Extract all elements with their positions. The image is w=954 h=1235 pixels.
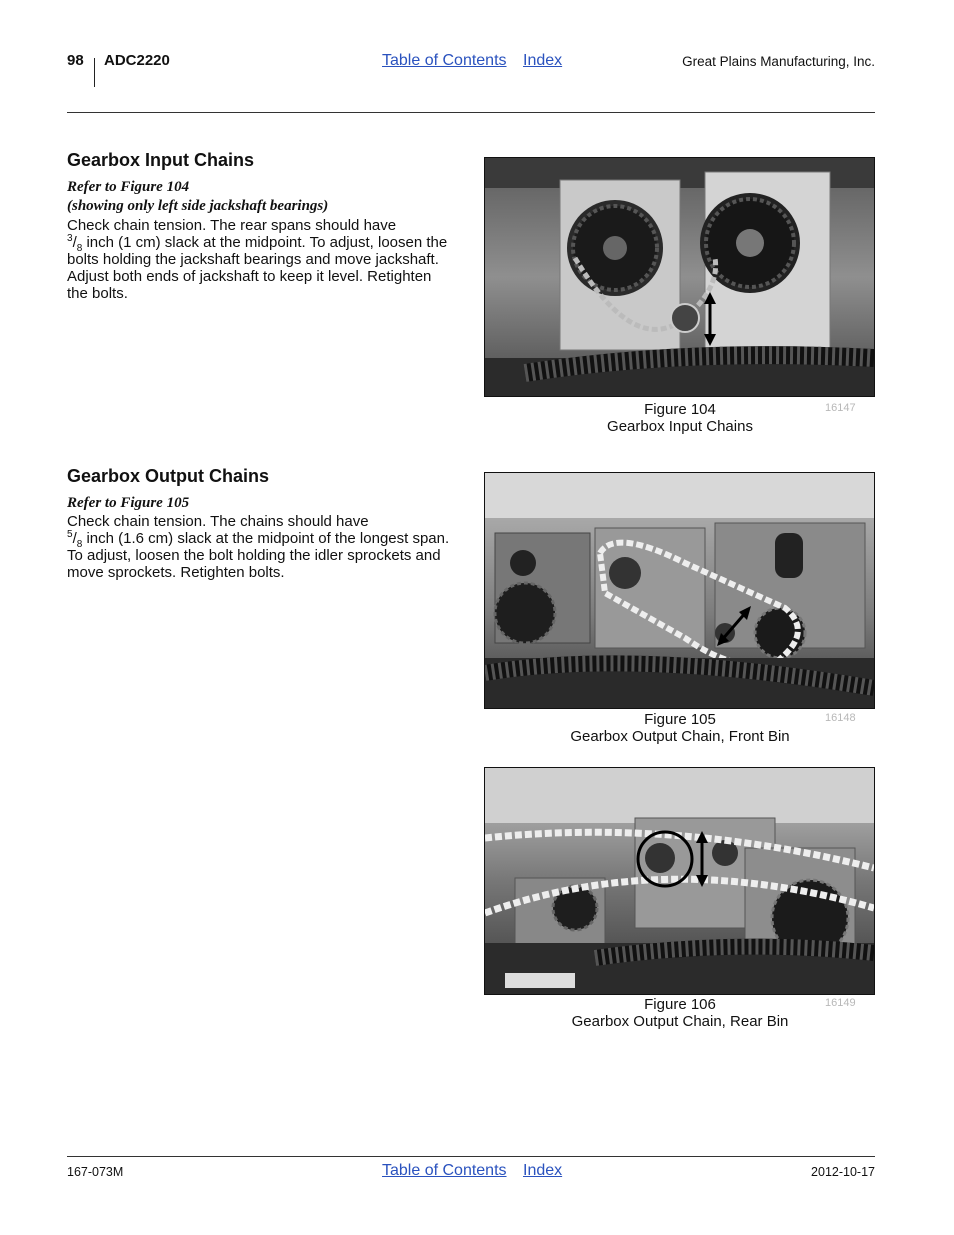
header-index-link[interactable]: Index — [523, 52, 563, 69]
header-rule — [67, 112, 875, 113]
figure-caption: Gearbox Input Chains — [607, 418, 753, 435]
body-text: Check chain tension. The chains should have — [67, 513, 369, 530]
figure-105-photo — [484, 472, 875, 709]
figure-label: Figure 104 — [644, 401, 716, 418]
figure-reference — [67, 178, 328, 216]
section-title-output-chains: Gearbox Output Chains — [67, 466, 270, 486]
document-number: 167-073M — [67, 1165, 124, 1179]
document-date: 2012-10-17 — [811, 1165, 875, 1179]
figure-104-caption — [485, 401, 875, 435]
figure-105-caption — [485, 711, 875, 745]
body-text: Check chain tension. The rear spans should have — [67, 217, 397, 234]
figure-label: Figure 105 — [644, 711, 716, 728]
fraction: $^3/_8$ — [67, 233, 83, 254]
header-toc-link[interactable]: Table of Contents — [382, 52, 507, 69]
footer-toc-link[interactable]: Table of Contents — [382, 1162, 507, 1179]
section2-body — [67, 513, 452, 581]
ref-note: (showing only left side jackshaft bearings) — [67, 198, 329, 214]
figure-106-photo — [484, 767, 875, 995]
figure-caption: Gearbox Output Chain, Rear Bin — [571, 1013, 789, 1030]
body-text: inch (1.6 cm) slack at the midpoint of the longest span. To adjust, loosen the bolt holding the idler sprockets and move sprockets. Retighten bolts. — [67, 530, 450, 581]
figure-reference: Refer to Figure 105 — [67, 495, 190, 511]
footer-rule — [67, 1156, 875, 1157]
company-name: Great Plains Manufacturing, Inc. — [682, 54, 875, 69]
fraction: $^5/_8$ — [67, 529, 83, 550]
section-title-input-chains: Gearbox Input Chains — [67, 150, 255, 170]
figure-caption: Gearbox Output Chain, Front Bin — [570, 728, 790, 745]
figure-code: 16149 — [825, 997, 856, 1009]
figure-code: 16148 — [825, 712, 856, 724]
page-number: 98 — [67, 52, 84, 69]
ref-line: Refer to Figure 104 — [67, 179, 190, 195]
figure-label: Figure 106 — [644, 996, 716, 1013]
footer-index-link[interactable]: Index — [523, 1162, 563, 1179]
model-name: ADC2220 — [104, 52, 170, 69]
figure-106-caption — [485, 996, 875, 1030]
section1-body — [67, 217, 452, 302]
header-divider — [94, 58, 95, 87]
figure-code: 16147 — [825, 402, 856, 414]
figure-104-photo — [484, 157, 875, 397]
body-text: inch (1 cm) slack at the midpoint. To adjust, loosen the bolts holding the jackshaft bearings and move jackshaft. Adjust both ends of jackshaft to keep it level. Retighten the bolts. — [67, 234, 448, 302]
